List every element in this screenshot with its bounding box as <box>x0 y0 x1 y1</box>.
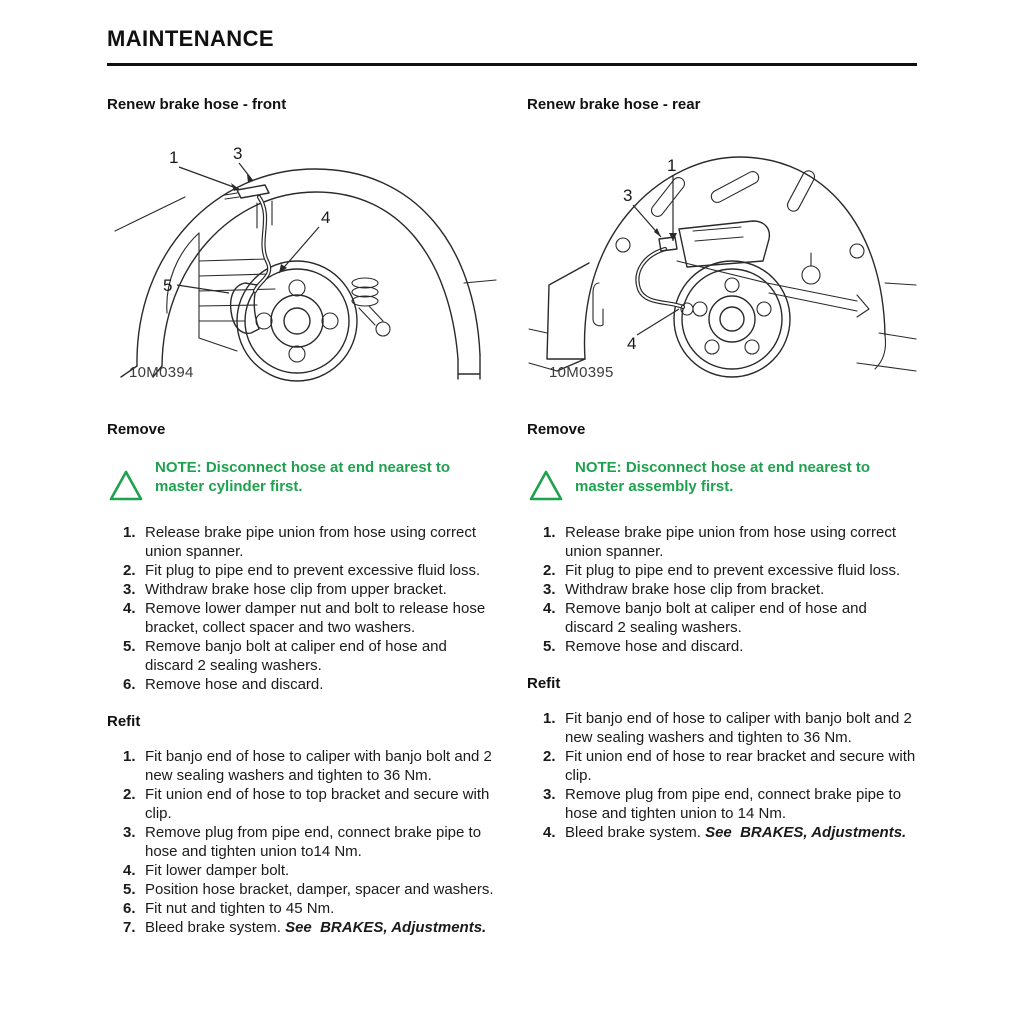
step-item <box>527 599 917 637</box>
step-item <box>107 823 497 861</box>
note-rear <box>527 458 917 509</box>
step-number: 2. <box>123 786 136 803</box>
cross-reference: See BRAKES, Adjustments. <box>705 824 907 841</box>
step-text: Fit union end of hose to top bracket and secure with clip. <box>145 786 490 822</box>
front-wheel-arch-figure <box>107 133 497 385</box>
step-text: Release brake pipe union from hose using correct union spanner. <box>145 524 477 560</box>
remove-steps-rear <box>527 523 917 656</box>
step-text: Remove plug from pipe end, connect brake pipe to hose and tighten union to 14 Nm. <box>565 786 902 822</box>
step-item <box>527 523 917 561</box>
step-number: 3. <box>543 786 556 803</box>
step-item <box>107 880 497 899</box>
step-number: 4. <box>543 824 556 841</box>
step-text: Fit banjo end of hose to caliper with banjo bolt and 2 new sealing washers and tighten to 36 Nm. <box>145 748 492 784</box>
step-text: Fit plug to pipe end to prevent excessive fluid loss. <box>565 562 901 579</box>
section-heading-rear: Renew brake hose - rear <box>527 96 701 113</box>
step-number: 3. <box>123 824 136 841</box>
step-item <box>107 899 497 918</box>
callout-1-rear: 1 <box>667 156 677 175</box>
callout-1-front: 1 <box>169 148 179 167</box>
remove-heading-rear: Remove <box>527 421 586 438</box>
note-front <box>107 458 497 509</box>
step-text: Withdraw brake hose clip from bracket. <box>565 581 825 598</box>
step-text: Remove plug from pipe end, connect brake pipe to hose and tighten union to14 Nm. <box>145 824 482 860</box>
rear-wheel-arch-figure <box>527 133 917 385</box>
step-item <box>107 747 497 785</box>
callout-4-front: 4 <box>321 208 331 227</box>
step-item <box>107 523 497 561</box>
step-number: 1. <box>123 748 136 765</box>
step-number: 1. <box>543 524 556 541</box>
front-procedure-section <box>107 96 497 937</box>
figure-caption-front: 10M0394 <box>129 364 194 381</box>
step-text: Fit lower damper bolt. <box>145 862 290 879</box>
step-text: Release brake pipe union from hose using correct union spanner. <box>565 524 897 560</box>
step-number: 2. <box>543 748 556 765</box>
step-number: 3. <box>123 581 136 598</box>
warning-triangle-icon <box>527 458 575 509</box>
step-number: 4. <box>543 600 556 617</box>
step-text: Fit union end of hose to rear bracket and secure with clip. <box>565 748 916 784</box>
step-item <box>107 918 497 937</box>
cross-reference: See BRAKES, Adjustments. <box>285 919 487 936</box>
step-item <box>107 561 497 580</box>
remove-steps-front <box>107 523 497 694</box>
step-item <box>527 637 917 656</box>
step-number: 3. <box>543 581 556 598</box>
step-item <box>527 709 917 747</box>
rear-figure-drawing <box>527 133 917 385</box>
two-column-layout <box>107 96 917 937</box>
step-item <box>107 861 497 880</box>
step-number: 6. <box>123 900 136 917</box>
step-text: Bleed brake system. <box>565 824 706 841</box>
step-text: Withdraw brake hose clip from upper bracket. <box>145 581 447 598</box>
step-text: Fit banjo end of hose to caliper with banjo bolt and 2 new sealing washers and tighten to 36 Nm. <box>565 710 912 746</box>
note-text-front: NOTE: Disconnect hose at end nearest to master cylinder first. <box>155 459 451 495</box>
remove-heading-front: Remove <box>107 421 166 438</box>
step-text: Remove lower damper nut and bolt to release hose bracket, collect spacer and two washers. <box>145 600 486 636</box>
step-number: 2. <box>543 562 556 579</box>
step-number: 4. <box>123 862 136 879</box>
warning-triangle-icon <box>107 458 155 509</box>
refit-heading-front: Refit <box>107 713 141 730</box>
step-text: Fit nut and tighten to 45 Nm. <box>145 900 335 917</box>
step-number: 5. <box>123 881 136 898</box>
figure-caption-rear: 10M0395 <box>549 364 614 381</box>
note-text-rear: NOTE: Disconnect hose at end nearest to master assembly first. <box>575 459 871 495</box>
title-rule <box>107 63 917 66</box>
rear-procedure-section <box>527 96 917 937</box>
step-text: Fit plug to pipe end to prevent excessive fluid loss. <box>145 562 481 579</box>
step-text: Remove hose and discard. <box>145 676 324 693</box>
step-number: 1. <box>543 710 556 727</box>
step-text: Position hose bracket, damper, spacer and washers. <box>145 881 494 898</box>
step-item <box>107 599 497 637</box>
step-number: 4. <box>123 600 136 617</box>
step-number: 5. <box>543 638 556 655</box>
refit-steps-front <box>107 747 497 937</box>
step-item <box>107 675 497 694</box>
page-title: MAINTENANCE <box>107 26 274 51</box>
refit-steps-rear <box>527 709 917 842</box>
step-text: Remove banjo bolt at caliper end of hose and discard 2 sealing washers. <box>565 600 867 636</box>
callout-3-rear: 3 <box>623 186 633 205</box>
step-item <box>107 637 497 675</box>
step-text: Remove hose and discard. <box>565 638 744 655</box>
step-number: 7. <box>123 919 136 936</box>
callout-4-rear: 4 <box>627 334 637 353</box>
step-number: 1. <box>123 524 136 541</box>
step-item <box>527 561 917 580</box>
callout-3-front: 3 <box>233 144 243 163</box>
step-item <box>527 580 917 599</box>
step-text: Remove banjo bolt at caliper end of hose and discard 2 sealing washers. <box>145 638 447 674</box>
front-figure-drawing <box>107 133 497 385</box>
callout-5-front: 5 <box>163 276 173 295</box>
step-text: Bleed brake system. <box>145 919 286 936</box>
step-number: 2. <box>123 562 136 579</box>
step-number: 6. <box>123 676 136 693</box>
step-item <box>527 747 917 785</box>
step-item <box>107 785 497 823</box>
section-heading-front: Renew brake hose - front <box>107 96 287 113</box>
step-item <box>527 823 917 842</box>
refit-heading-rear: Refit <box>527 675 561 692</box>
step-item <box>527 785 917 823</box>
step-item <box>107 580 497 599</box>
step-number: 5. <box>123 638 136 655</box>
